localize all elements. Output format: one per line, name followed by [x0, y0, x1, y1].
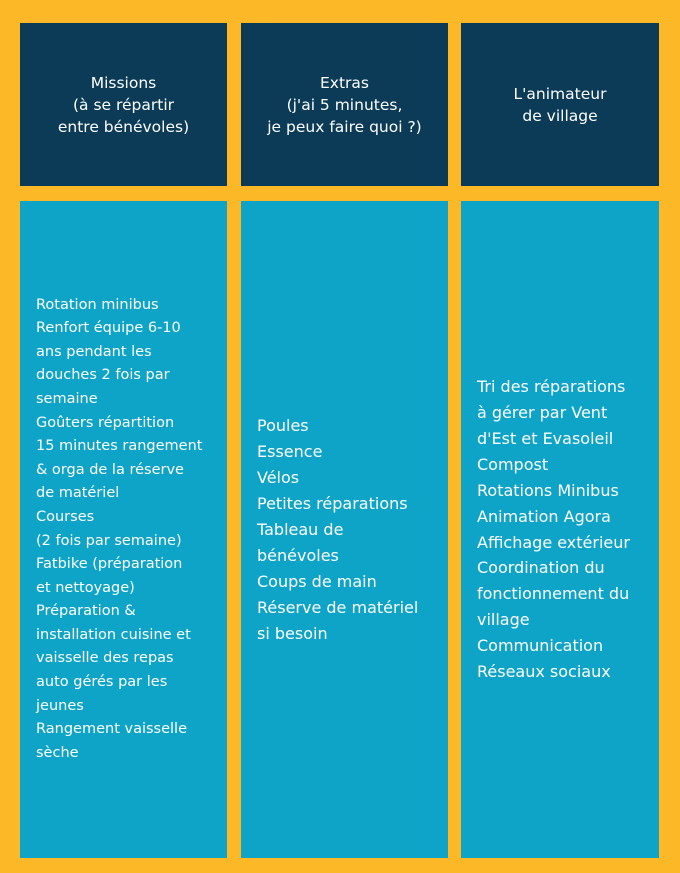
list-item: Rotations Minibus	[477, 480, 619, 500]
list-item: Tableau de bénévoles	[257, 519, 344, 565]
list-item: Poules	[257, 415, 309, 435]
list-item: 15 minutes rangement & orga de la réserve de matériel	[36, 438, 203, 502]
list-item: Courses (2 fois par semaine)	[36, 508, 182, 549]
list-item: Renfort équipe 6-10 ans pendant les douches 2 fois par semaine	[36, 320, 181, 407]
animateur-list	[477, 374, 630, 685]
list-item: Réserve de matériel si besoin	[257, 597, 419, 643]
column-header-animateur	[461, 23, 659, 186]
list-item: Essence	[257, 441, 323, 461]
list-item: Préparation & installation cuisine et vaisselle des repas auto gérés par les jeunes	[36, 603, 191, 714]
list-item: Petites réparations	[257, 493, 408, 513]
list-item: Réseaux sociaux	[477, 662, 611, 682]
column-title-missions: Missions (à se répartir entre bénévoles)	[57, 73, 190, 136]
missions-list	[36, 294, 202, 766]
column-body-extras	[241, 201, 448, 858]
list-item: Rangement vaisselle sèche	[36, 721, 187, 761]
list-item: Vélos	[257, 467, 300, 487]
list-item: Goûters répartition	[36, 414, 175, 431]
list-item: Communication	[477, 636, 604, 656]
list-item: Rotation minibus	[36, 296, 159, 313]
list-item: Coordination du fonctionnement du village	[477, 558, 630, 630]
list-item: Coups de main	[257, 571, 377, 591]
column-body-animateur	[461, 201, 659, 858]
column-header-extras	[241, 23, 448, 186]
list-item: Affichage extérieur	[477, 532, 630, 552]
list-item: Animation Agora	[477, 506, 611, 526]
column-header-missions	[20, 23, 227, 186]
column-title-extras: Extras (j'ai 5 minutes, je peux faire quoi ?)	[267, 73, 422, 136]
list-item: Tri des réparations à gérer par Vent d'Est et Evasoleil	[477, 377, 626, 448]
list-item: Compost	[477, 454, 549, 474]
list-item: Fatbike (préparation et nettoyage)	[36, 556, 183, 596]
extras-list	[257, 413, 418, 647]
column-title-animateur: L'animateur de village	[513, 84, 607, 125]
column-body-missions	[20, 201, 227, 858]
